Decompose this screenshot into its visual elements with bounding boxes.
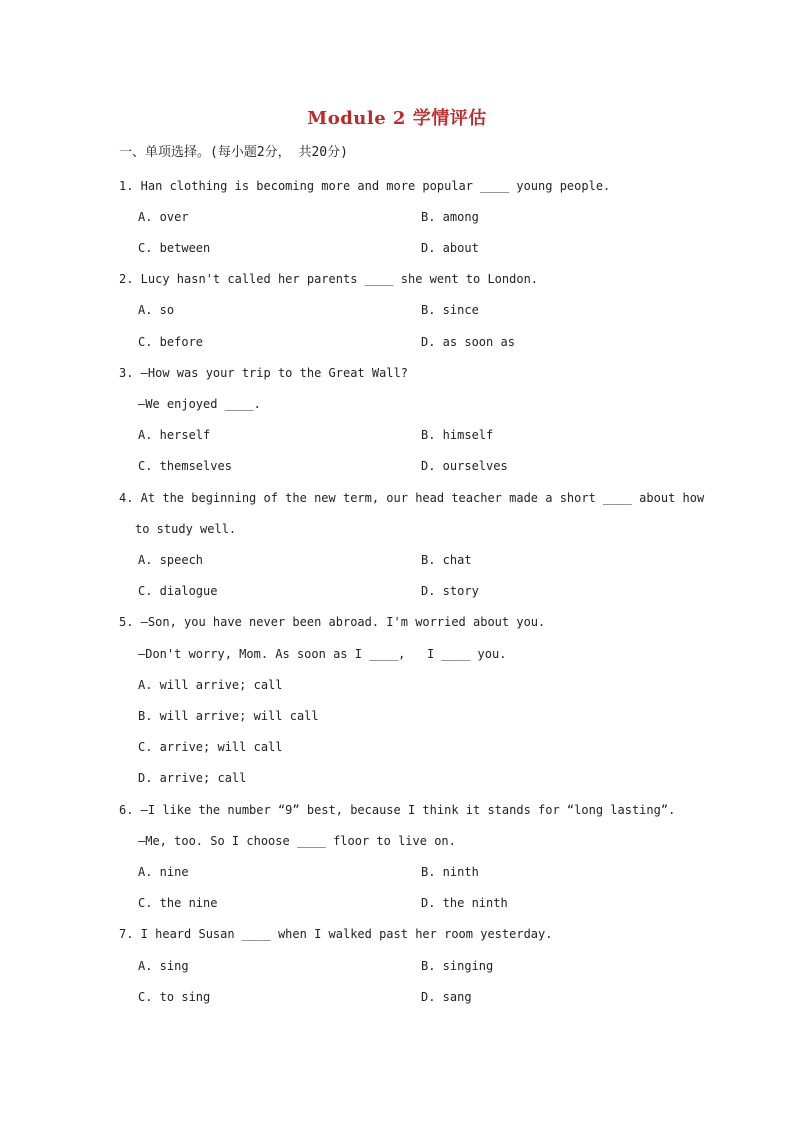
question-2-option-b: B. since <box>421 303 479 317</box>
question-5-option-c: C. arrive; will call <box>138 740 283 754</box>
question-1-option-b: B. among <box>421 210 479 224</box>
question-1-option-d: D. about <box>421 241 479 255</box>
question-2-option-a: A. so <box>138 303 175 317</box>
question-1-option-c: C. between <box>138 241 211 255</box>
question-5-option-d: D. arrive; call <box>138 771 247 785</box>
question-5-stem: 5. —Son, you have never been abroad. I'm worried about you. <box>119 615 546 629</box>
question-6-option-d: D. the ninth <box>421 896 508 910</box>
question-7-option-c: C. to sing <box>138 990 211 1004</box>
question-4-stem-continued: to study well. <box>135 522 237 536</box>
question-3-option-b: B. himself <box>421 428 494 442</box>
question-5-option-a: A. will arrive; call <box>138 678 283 692</box>
question-7-option-b: B. singing <box>421 959 494 973</box>
question-6-option-b: B. ninth <box>421 865 479 879</box>
question-7-option-d: D. sang <box>421 990 472 1004</box>
question-3-reply: —We enjoyed ____. <box>138 397 261 411</box>
question-4-option-d: D. story <box>421 584 479 598</box>
question-2-stem: 2. Lucy hasn't called her parents ____ she went to London. <box>119 272 539 286</box>
question-3-option-d: D. ourselves <box>421 459 508 473</box>
question-6-stem: 6. —I like the number “9” best, because I think it stands for “long lasting”. <box>119 803 676 817</box>
question-1-option-a: A. over <box>138 210 189 224</box>
question-4-option-b: B. chat <box>421 553 472 567</box>
question-6-option-c: C. the nine <box>138 896 218 910</box>
question-3-option-c: C. themselves <box>138 459 232 473</box>
section-heading: 一、单项选择。(每小题2分， 共20分) <box>119 145 348 160</box>
question-5-reply: —Don't worry, Mom. As soon as I ____, I ____ you. <box>138 647 507 661</box>
question-7-option-a: A. sing <box>138 959 189 973</box>
question-7-stem: 7. I heard Susan ____ when I walked past her room yesterday. <box>119 927 553 941</box>
question-6-reply: —Me, too. So I choose ____ floor to live on. <box>138 834 456 848</box>
question-6-option-a: A. nine <box>138 865 189 879</box>
question-3-option-a: A. herself <box>138 428 211 442</box>
question-5-option-b: B. will arrive; will call <box>138 709 319 723</box>
question-4-stem: 4. At the beginning of the new term, our head teacher made a short ____ about how <box>119 491 705 505</box>
question-4-option-c: C. dialogue <box>138 584 218 598</box>
question-1-stem: 1. Han clothing is becoming more and more popular ____ young people. <box>119 179 611 193</box>
question-2-option-d: D. as soon as <box>421 335 515 349</box>
question-2-option-c: C. before <box>138 335 204 349</box>
page-title: Module 2 学情评估 <box>307 108 487 129</box>
question-4-option-a: A. speech <box>138 553 204 567</box>
question-3-stem: 3. —How was your trip to the Great Wall? <box>119 366 408 380</box>
